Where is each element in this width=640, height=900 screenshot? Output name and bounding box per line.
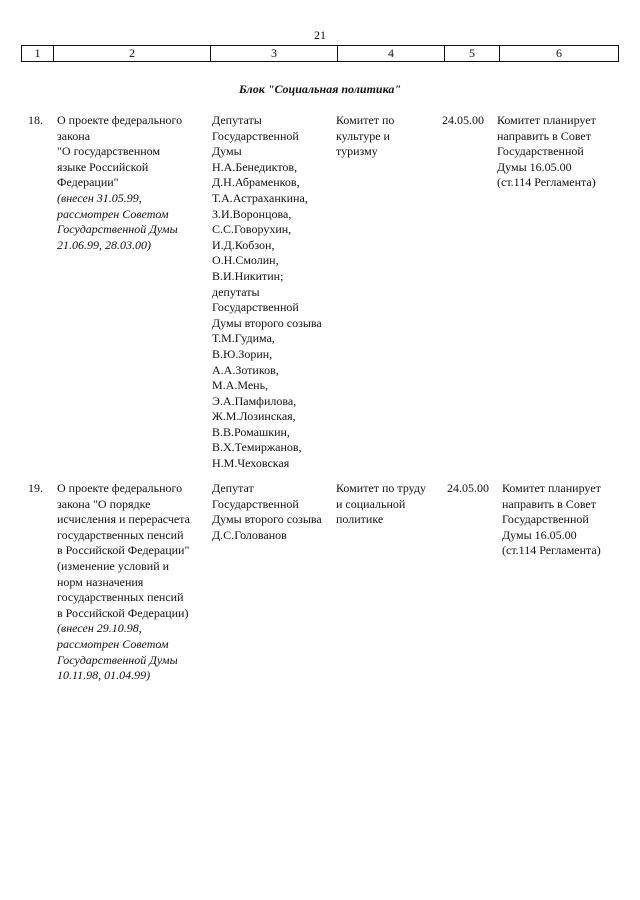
author-line: В.Ю.Зорин, bbox=[212, 346, 273, 361]
author-line: Т.А.Астраханкина, bbox=[212, 190, 308, 205]
column-header-6: 6 bbox=[500, 46, 619, 62]
author-line: депутаты bbox=[212, 284, 260, 299]
author-line: В.В.Ромашкин, bbox=[212, 424, 290, 439]
title-line: закона bbox=[57, 128, 91, 143]
bill-authors bbox=[212, 481, 332, 543]
author-line: Думы второго созыва bbox=[212, 315, 322, 330]
author-line: Н.А.Бенедиктов, bbox=[212, 159, 298, 174]
entry-number: 18. bbox=[28, 113, 43, 127]
committee-line: политике bbox=[336, 512, 384, 527]
title-line: "О государственном bbox=[57, 144, 161, 159]
plan-line: (ст.114 Регламента) bbox=[497, 175, 596, 190]
plan-line: направить в Совет bbox=[497, 128, 591, 143]
title-line: закона "О порядке bbox=[57, 496, 151, 511]
author-line: Государственной bbox=[212, 496, 299, 511]
plan-line: Думы 16.05.00 bbox=[502, 527, 577, 542]
submission-note-line: рассмотрен Советом bbox=[57, 636, 169, 651]
title-line: языке Российской bbox=[57, 159, 149, 174]
title-line: в Российской Федерации" bbox=[57, 543, 190, 558]
author-line: Государственной bbox=[212, 128, 299, 143]
author-line: Н.М.Чеховская bbox=[212, 456, 290, 471]
committee-line: Комитет по труду bbox=[336, 481, 427, 495]
submission-note-line: (внесен 31.05.99, bbox=[57, 190, 142, 205]
plan-line: Думы 16.05.00 bbox=[497, 159, 572, 174]
committee-line: туризму bbox=[336, 144, 378, 159]
title-line: исчисления и перерасчета bbox=[57, 512, 190, 527]
submission-note-line: (внесен 29.10.98, bbox=[57, 621, 142, 636]
submission-note-line: рассмотрен Советом bbox=[57, 206, 169, 221]
author-line: Думы второго созыва bbox=[212, 512, 322, 527]
title-line: норм назначения bbox=[57, 574, 144, 589]
plan-line: (ст.114 Регламента) bbox=[502, 543, 601, 558]
committee-plan bbox=[497, 113, 617, 191]
plan-line: Государственной bbox=[497, 144, 584, 159]
page-number: 21 bbox=[314, 28, 326, 42]
author-line: О.Н.Смолин, bbox=[212, 253, 279, 268]
author-line: И.Д.Кобзон, bbox=[212, 237, 275, 252]
bill-title bbox=[57, 481, 207, 684]
author-line: В.Х.Темиржанов, bbox=[212, 440, 302, 455]
column-header-3: 3 bbox=[211, 46, 338, 62]
column-header-4: 4 bbox=[338, 46, 445, 62]
committee-line: Комитет по bbox=[336, 113, 395, 127]
column-header-5: 5 bbox=[445, 46, 500, 62]
column-header-1: 1 bbox=[22, 46, 54, 62]
committee-plan bbox=[502, 481, 622, 559]
entry-number: 19. bbox=[28, 481, 43, 495]
review-date: 24.05.00 bbox=[442, 113, 484, 127]
author-line: С.С.Говорухин, bbox=[212, 222, 292, 237]
plan-line: Комитет планирует bbox=[502, 481, 601, 495]
author-line: Д.С.Голованов bbox=[212, 527, 287, 542]
title-line: государственных пенсий bbox=[57, 590, 184, 605]
title-line: в Российской Федерации) bbox=[57, 605, 189, 620]
plan-line: Государственной bbox=[502, 512, 589, 527]
title-line: Федерации" bbox=[57, 175, 119, 190]
author-line: А.А.Зотиков, bbox=[212, 362, 279, 377]
column-header-2: 2 bbox=[54, 46, 211, 62]
author-line: Т.М.Гудима, bbox=[212, 331, 275, 346]
review-date: 24.05.00 bbox=[447, 481, 489, 495]
title-line: О проекте федерального bbox=[57, 481, 183, 495]
bill-title bbox=[57, 113, 207, 253]
submission-note-line: 10.11.98, 01.04.99) bbox=[57, 668, 151, 683]
author-line: Ж.М.Лозинская, bbox=[212, 409, 296, 424]
committee-line: культуре и bbox=[336, 128, 390, 143]
submission-note-line: Государственной Думы bbox=[57, 222, 178, 237]
column-header-table bbox=[21, 45, 619, 62]
author-line: З.И.Воронцова, bbox=[212, 206, 292, 221]
committee-line: и социальной bbox=[336, 496, 406, 511]
author-line: Думы bbox=[212, 144, 242, 159]
author-line: Э.А.Памфилова, bbox=[212, 393, 297, 408]
submission-note-line: Государственной Думы bbox=[57, 652, 178, 667]
bill-authors bbox=[212, 113, 332, 472]
submission-note-line: 21.06.99, 28.03.00) bbox=[57, 237, 151, 252]
plan-line: направить в Совет bbox=[502, 496, 596, 511]
author-line: Государственной bbox=[212, 300, 299, 315]
block-title: Блок "Социальная политика" bbox=[238, 82, 402, 96]
author-line: Депутаты bbox=[212, 113, 262, 127]
title-line: государственных пенсий bbox=[57, 527, 184, 542]
title-line: О проекте федерального bbox=[57, 113, 183, 127]
plan-line: Комитет планирует bbox=[497, 113, 596, 127]
author-line: В.И.Никитин; bbox=[212, 268, 284, 283]
author-line: Депутат bbox=[212, 481, 254, 495]
responsible-committee bbox=[336, 113, 440, 160]
responsible-committee bbox=[336, 481, 440, 528]
author-line: М.А.Мень, bbox=[212, 378, 269, 393]
title-line: (изменение условий и bbox=[57, 558, 170, 573]
author-line: Д.Н.Абраменков, bbox=[212, 175, 300, 190]
